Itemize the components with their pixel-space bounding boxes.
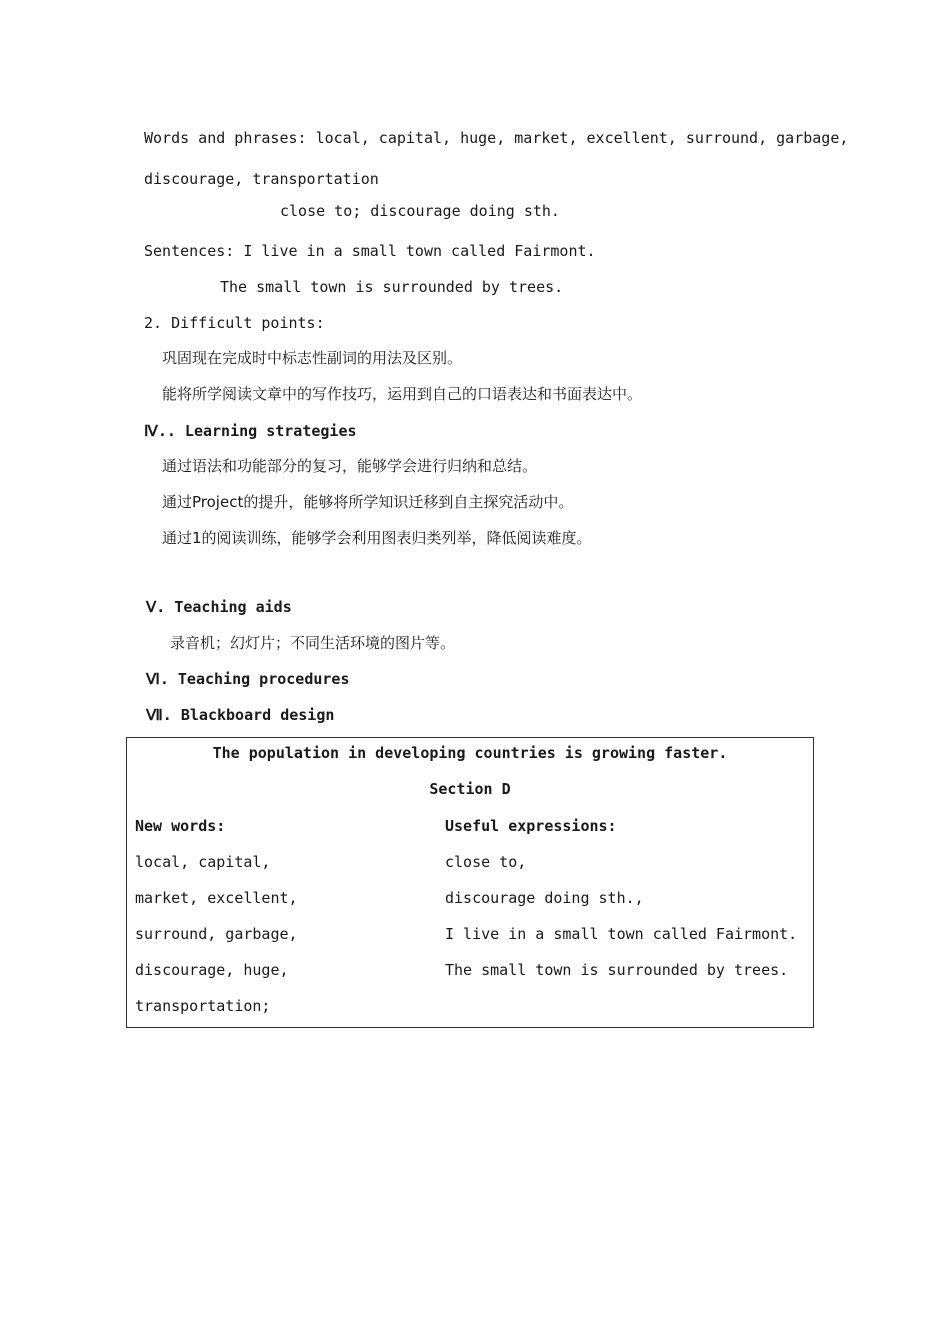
new-words-heading: New words: [135,817,226,835]
blackboard-box [126,737,814,1028]
sentences-line-2: The small town is surrounded by trees. [220,278,564,296]
blackboard-section: Section D [429,780,511,798]
teaching-aids-content: 录音机；幻灯片；不同生活环境的图片等。 [170,634,456,652]
teaching-procedures-heading: Ⅵ. Teaching procedures [146,670,350,688]
difficult-point-item: 能将所学阅读文章中的写作技巧，运用到自己的口语表达和书面表达中。 [162,385,643,403]
new-words-item: transportation; [135,997,271,1015]
new-words-item: market, excellent, [135,889,298,907]
strategy-item: 通过1的阅读训练，能够学会利用图表归类列举，降低阅读难度。 [162,529,592,547]
learning-strategies-heading: Ⅳ.. Learning strategies [144,422,357,440]
blackboard-design-heading: Ⅶ. Blackboard design [146,706,335,724]
phrases-line: close to; discourage doing sth. [280,202,560,220]
sentences-line-1: Sentences: I live in a small town called Fairmont. [144,242,596,260]
new-words-item: surround, garbage, [135,925,298,943]
strategy-item: 通过Project的提升，能够将所学知识迁移到自主探究活动中。 [162,493,574,511]
words-line-1: Words and phrases: local, capital, huge, market, excellent, surround, garbage, [144,129,849,147]
useful-expression-item: The small town is surrounded by trees. [445,961,789,979]
useful-expression-item: I live in a small town called Fairmont. [445,925,798,943]
blackboard-title: The population in developing countries is growing faster. [212,744,728,762]
strategy-item: 通过语法和功能部分的复习，能够学会进行归纳和总结。 [162,457,538,475]
useful-expression-item: close to, [445,853,527,871]
useful-expressions-heading: Useful expressions: [445,817,617,835]
useful-expression-item: discourage doing sth., [445,889,644,907]
teaching-aids-heading: Ⅴ. Teaching aids [146,598,292,616]
new-words-item: discourage, huge, [135,961,289,979]
words-line-2: discourage, transportation [144,170,379,188]
difficult-point-item: 巩固现在完成时中标志性副词的用法及区别。 [162,349,463,367]
difficult-points-heading: 2. Difficult points: [144,314,325,332]
new-words-item: local, capital, [135,853,271,871]
